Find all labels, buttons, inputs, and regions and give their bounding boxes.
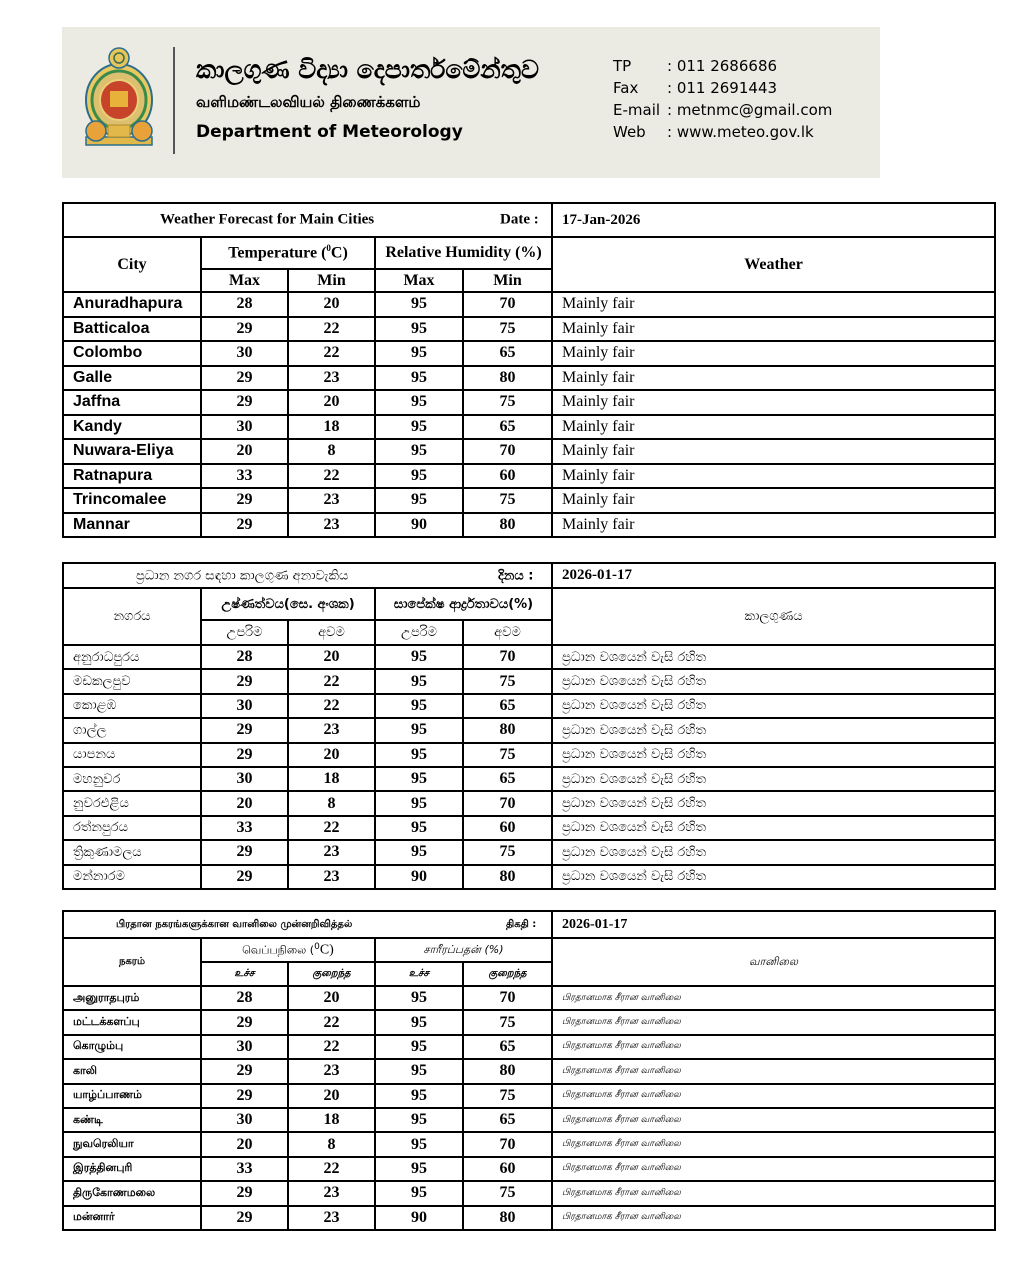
header-divider — [173, 47, 175, 154]
humidity-min-cell: 75 — [463, 390, 552, 415]
temp-min-cell: 22 — [288, 694, 375, 718]
table-title-cell — [63, 563, 552, 588]
weather-cell: பிரதானமாக சீரான வானிலை — [552, 986, 995, 1010]
temperature-unit: C) — [319, 942, 334, 958]
degree-sup: 0 — [314, 941, 320, 952]
table-row — [63, 865, 995, 889]
temp-min-cell: 18 — [288, 1108, 375, 1132]
table-row — [63, 1035, 995, 1059]
sinhala-forecast-table — [62, 562, 996, 890]
humidity-min-cell: 80 — [463, 718, 552, 742]
temp-min-cell: 20 — [288, 743, 375, 767]
contact-email — [613, 99, 832, 121]
temp-min-cell: 23 — [288, 865, 375, 889]
humidity-min-cell: 65 — [463, 415, 552, 440]
org-name-tamil: வளிமண்டலவியல் திணைக்களம் — [196, 93, 421, 111]
contact-fax — [613, 77, 832, 99]
humidity-min-cell: 60 — [463, 464, 552, 489]
humidity-max-cell: 90 — [375, 513, 463, 538]
table-row — [63, 791, 995, 815]
temp-min-cell: 20 — [288, 390, 375, 415]
col-hum-min: குறைந்த — [463, 962, 552, 986]
temp-max-cell: 33 — [201, 464, 288, 489]
contact-label: TP — [613, 57, 632, 75]
temp-min-cell: 23 — [288, 488, 375, 513]
humidity-min-cell: 65 — [463, 694, 552, 718]
humidity-min-cell: 75 — [463, 1181, 552, 1205]
table-title-cell — [63, 911, 552, 938]
weather-cell: ප්‍රධාන වශයෙන් වැසි රහිත — [552, 767, 995, 791]
humidity-max-cell: 95 — [375, 986, 463, 1010]
temp-min-cell: 23 — [288, 840, 375, 864]
temp-max-cell: 29 — [201, 1059, 288, 1083]
weather-cell: ප්‍රධාන වශයෙන් වැසි රහිත — [552, 791, 995, 815]
temp-min-cell: 22 — [288, 317, 375, 342]
date-label: දිනය : — [498, 568, 534, 583]
weather-cell: Mainly fair — [552, 341, 995, 366]
temp-min-cell: 20 — [288, 292, 375, 317]
temperature-unit: C) — [330, 244, 348, 262]
temp-min-cell: 22 — [288, 341, 375, 366]
humidity-min-cell: 65 — [463, 1035, 552, 1059]
humidity-max-cell: 95 — [375, 415, 463, 440]
humidity-min-cell: 80 — [463, 1206, 552, 1230]
city-name-cell: கொழும்பு — [63, 1035, 201, 1059]
humidity-max-cell: 95 — [375, 816, 463, 840]
humidity-max-cell: 95 — [375, 791, 463, 815]
table-row — [63, 1181, 995, 1205]
city-name-cell: Mannar — [63, 513, 201, 538]
header-row — [63, 237, 995, 269]
contact-phone — [613, 55, 832, 77]
temp-min-cell: 23 — [288, 1059, 375, 1083]
city-name-cell: மன்னார் — [63, 1206, 201, 1230]
humidity-min-cell: 75 — [463, 1010, 552, 1034]
humidity-max-cell: 90 — [375, 865, 463, 889]
temp-max-cell: 30 — [201, 694, 288, 718]
contact-block — [613, 55, 832, 143]
col-temperature — [201, 237, 375, 269]
temp-max-cell: 28 — [201, 986, 288, 1010]
city-name-cell: Nuwara-Eliya — [63, 439, 201, 464]
temp-max-cell: 29 — [201, 1206, 288, 1230]
col-hum-min: Min — [463, 269, 552, 292]
table-row — [63, 743, 995, 767]
forecast-date: 17-Jan-2026 — [552, 203, 995, 237]
humidity-max-cell: 95 — [375, 840, 463, 864]
temp-min-cell: 20 — [288, 645, 375, 669]
table-row — [63, 488, 995, 513]
city-name-cell: Anuradhapura — [63, 292, 201, 317]
table-row — [63, 816, 995, 840]
org-name-english: Department of Meteorology — [196, 122, 463, 142]
temp-max-cell: 30 — [201, 341, 288, 366]
humidity-min-cell: 70 — [463, 791, 552, 815]
weather-cell: பிரதானமாக சீரான வானிலை — [552, 1206, 995, 1230]
temp-max-cell: 29 — [201, 1084, 288, 1108]
city-name-cell: නුවරඑළිය — [63, 791, 201, 815]
temp-max-cell: 29 — [201, 317, 288, 342]
weather-cell: Mainly fair — [552, 415, 995, 440]
humidity-min-cell: 75 — [463, 669, 552, 693]
weather-cell: Mainly fair — [552, 439, 995, 464]
contact-value: : 011 2686686 — [667, 57, 778, 75]
humidity-max-cell: 95 — [375, 1132, 463, 1156]
col-hum-max: உச்ச — [375, 962, 463, 986]
city-name-cell: ගාල්ල — [63, 718, 201, 742]
weather-cell: Mainly fair — [552, 390, 995, 415]
table-title: ප්‍රධාන නගර සඳහා කාලගුණ අනාවැකිය — [136, 568, 349, 583]
temp-min-cell: 23 — [288, 513, 375, 538]
temp-max-cell: 28 — [201, 292, 288, 317]
humidity-min-cell: 70 — [463, 1132, 552, 1156]
letterhead — [62, 27, 880, 178]
humidity-min-cell: 75 — [463, 488, 552, 513]
temp-min-cell: 22 — [288, 669, 375, 693]
col-hum-max: Max — [375, 269, 463, 292]
col-temperature — [201, 938, 375, 962]
table-row — [63, 1010, 995, 1034]
contact-value: : 011 2691443 — [667, 79, 778, 97]
table-row — [63, 986, 995, 1010]
table-row — [63, 1206, 995, 1230]
weather-cell: ප්‍රධාන වශයෙන් වැසි රහිත — [552, 865, 995, 889]
weather-cell: பிரதானமாக சீரான வானிலை — [552, 1010, 995, 1034]
humidity-max-cell: 95 — [375, 694, 463, 718]
temp-max-cell: 29 — [201, 718, 288, 742]
temp-max-cell: 33 — [201, 816, 288, 840]
table-row — [63, 341, 995, 366]
humidity-max-cell: 95 — [375, 464, 463, 489]
table-title: Weather Forecast for Main Cities — [160, 211, 375, 228]
temp-max-cell: 29 — [201, 390, 288, 415]
col-temp-min: குறைந்த — [288, 962, 375, 986]
degree-sup: 0 — [326, 243, 331, 254]
humidity-max-cell: 95 — [375, 743, 463, 767]
table-title: பிரதான நகரங்களுக்கான வானிலை முன்னறிவித்தல் — [116, 918, 353, 930]
col-temp-min: Min — [288, 269, 375, 292]
city-name-cell: Batticaloa — [63, 317, 201, 342]
table-row — [63, 390, 995, 415]
city-name-cell: අනුරාධපුරය — [63, 645, 201, 669]
col-temperature-label: Temperature ( — [228, 244, 327, 262]
table-title-row — [63, 563, 995, 588]
table-row — [63, 767, 995, 791]
city-name-cell: Kandy — [63, 415, 201, 440]
contact-value[interactable]: : www.meteo.gov.lk — [667, 123, 814, 141]
city-name-cell: Galle — [63, 366, 201, 391]
table-row — [63, 1108, 995, 1132]
city-name-cell: Colombo — [63, 341, 201, 366]
weather-cell: Mainly fair — [552, 292, 995, 317]
table-row — [63, 1059, 995, 1083]
humidity-min-cell: 70 — [463, 439, 552, 464]
table-row — [63, 292, 995, 317]
humidity-min-cell: 80 — [463, 366, 552, 391]
col-humidity: සාපේක්ෂ ආර්ද්‍රතාවය(%) — [375, 588, 552, 620]
forecast-date: 2026-01-17 — [552, 563, 995, 588]
humidity-max-cell: 95 — [375, 292, 463, 317]
humidity-max-cell: 90 — [375, 1206, 463, 1230]
table-row — [63, 1157, 995, 1181]
weather-cell: Mainly fair — [552, 366, 995, 391]
header-row — [63, 938, 995, 962]
tamil-forecast-table — [62, 910, 996, 1231]
city-name-cell: මහනුවර — [63, 767, 201, 791]
weather-cell: பிரதானமாக சீரான வானிலை — [552, 1059, 995, 1083]
temp-max-cell: 30 — [201, 1035, 288, 1059]
table-row — [63, 1132, 995, 1156]
humidity-max-cell: 95 — [375, 1010, 463, 1034]
col-hum-min: අවම — [463, 620, 552, 645]
temp-max-cell: 20 — [201, 791, 288, 815]
humidity-min-cell: 70 — [463, 292, 552, 317]
humidity-min-cell: 75 — [463, 840, 552, 864]
humidity-min-cell: 70 — [463, 645, 552, 669]
humidity-min-cell: 80 — [463, 1059, 552, 1083]
temp-max-cell: 30 — [201, 415, 288, 440]
temp-max-cell: 33 — [201, 1157, 288, 1181]
temp-min-cell: 22 — [288, 1157, 375, 1181]
temp-min-cell: 22 — [288, 1010, 375, 1034]
temp-max-cell: 20 — [201, 1132, 288, 1156]
org-name-sinhala: කාලගුණ විද්‍යා දෙපාර්තමේන්තුව — [196, 55, 539, 84]
weather-cell: பிரதானமாக சீரான வானிலை — [552, 1084, 995, 1108]
temp-min-cell: 22 — [288, 464, 375, 489]
col-hum-max: උපරිම — [375, 620, 463, 645]
city-name-cell: கண்டி — [63, 1108, 201, 1132]
col-temp-max: Max — [201, 269, 288, 292]
contact-label: E-mail — [613, 101, 661, 119]
col-city: නගරය — [63, 588, 201, 645]
humidity-min-cell: 65 — [463, 1108, 552, 1132]
table-title-row — [63, 203, 995, 237]
col-city: நகரம் — [63, 938, 201, 986]
contact-web — [613, 121, 832, 143]
city-name-cell: நுவரெலியா — [63, 1132, 201, 1156]
temp-min-cell: 20 — [288, 1084, 375, 1108]
weather-cell: பிரதானமாக சீரான வானிலை — [552, 1157, 995, 1181]
humidity-max-cell: 95 — [375, 718, 463, 742]
temp-max-cell: 29 — [201, 488, 288, 513]
table-row — [63, 840, 995, 864]
table-row — [63, 645, 995, 669]
temp-min-cell: 22 — [288, 1035, 375, 1059]
humidity-min-cell: 70 — [463, 986, 552, 1010]
temp-min-cell: 18 — [288, 767, 375, 791]
temp-max-cell: 29 — [201, 1181, 288, 1205]
weather-cell: பிரதானமாக சீரான வானிலை — [552, 1181, 995, 1205]
table-row — [63, 669, 995, 693]
weather-cell: பிரதானமாக சீரான வானிலை — [552, 1108, 995, 1132]
temp-min-cell: 23 — [288, 366, 375, 391]
col-humidity: Relative Humidity (%) — [375, 237, 552, 269]
temp-max-cell: 29 — [201, 865, 288, 889]
col-temp-max: உச்ச — [201, 962, 288, 986]
humidity-min-cell: 75 — [463, 317, 552, 342]
table-row — [63, 366, 995, 391]
humidity-max-cell: 95 — [375, 1157, 463, 1181]
humidity-min-cell: 60 — [463, 816, 552, 840]
humidity-max-cell: 95 — [375, 645, 463, 669]
weather-cell: ප්‍රධාන වශයෙන් වැසි රහිත — [552, 816, 995, 840]
col-temp-min: අවම — [288, 620, 375, 645]
temp-min-cell: 20 — [288, 986, 375, 1010]
table-row — [63, 718, 995, 742]
temp-min-cell: 23 — [288, 718, 375, 742]
table-row — [63, 439, 995, 464]
city-name-cell: காலி — [63, 1059, 201, 1083]
city-name-cell: මන්නාරම — [63, 865, 201, 889]
temp-max-cell: 29 — [201, 669, 288, 693]
humidity-min-cell: 65 — [463, 341, 552, 366]
col-weather: வானிலை — [552, 938, 995, 986]
weather-cell: ප්‍රධාන වශයෙන් වැසි රහිත — [552, 840, 995, 864]
city-name-cell: කොළඹ — [63, 694, 201, 718]
humidity-min-cell: 80 — [463, 513, 552, 538]
weather-cell: ප්‍රධාන වශයෙන් වැසි රහිත — [552, 743, 995, 767]
city-name-cell: இரத்தினபுரி — [63, 1157, 201, 1181]
table-title-cell — [63, 203, 552, 237]
temp-max-cell: 28 — [201, 645, 288, 669]
weather-cell: பிரதானமாக சீரான வானிலை — [552, 1132, 995, 1156]
temp-min-cell: 18 — [288, 415, 375, 440]
col-temperature-label: வெப்பநிலை ( — [242, 943, 315, 957]
city-name-cell: மட்டக்களப்பு — [63, 1010, 201, 1034]
table-row — [63, 317, 995, 342]
weather-cell: ප්‍රධාන වශයෙන් වැසි රහිත — [552, 669, 995, 693]
table-row — [63, 694, 995, 718]
weather-cell: Mainly fair — [552, 464, 995, 489]
humidity-max-cell: 95 — [375, 1181, 463, 1205]
table-row — [63, 513, 995, 538]
temp-max-cell: 20 — [201, 439, 288, 464]
humidity-min-cell: 60 — [463, 1157, 552, 1181]
humidity-max-cell: 95 — [375, 1108, 463, 1132]
humidity-max-cell: 95 — [375, 1059, 463, 1083]
col-weather: කාලගුණය — [552, 588, 995, 645]
temp-min-cell: 22 — [288, 816, 375, 840]
city-name-cell: රත්නපුරය — [63, 816, 201, 840]
date-label: திகதி : — [506, 918, 537, 930]
table-title-row — [63, 911, 995, 938]
city-name-cell: යාපනය — [63, 743, 201, 767]
humidity-max-cell: 95 — [375, 366, 463, 391]
humidity-max-cell: 95 — [375, 488, 463, 513]
contact-label: Fax — [613, 79, 639, 97]
city-name-cell: யாழ்ப்பாணம் — [63, 1084, 201, 1108]
temp-max-cell: 29 — [201, 366, 288, 391]
humidity-min-cell: 65 — [463, 767, 552, 791]
date-label: Date : — [500, 211, 539, 228]
humidity-min-cell: 75 — [463, 1084, 552, 1108]
city-name-cell: Ratnapura — [63, 464, 201, 489]
city-name-cell: திருகோணமலை — [63, 1181, 201, 1205]
humidity-max-cell: 95 — [375, 317, 463, 342]
humidity-max-cell: 95 — [375, 341, 463, 366]
humidity-min-cell: 75 — [463, 743, 552, 767]
weather-cell: பிரதானமாக சீரான வானிலை — [552, 1035, 995, 1059]
temp-min-cell: 8 — [288, 1132, 375, 1156]
col-temperature: උෂ්ණත්වය(සෙ. අංශක) — [201, 588, 375, 620]
table-row — [63, 464, 995, 489]
col-city: City — [63, 237, 201, 292]
humidity-max-cell: 95 — [375, 439, 463, 464]
temp-min-cell: 8 — [288, 439, 375, 464]
col-temp-max: උපරිම — [201, 620, 288, 645]
weather-cell: Mainly fair — [552, 488, 995, 513]
contact-value[interactable]: : metnmc@gmail.com — [667, 101, 833, 119]
col-humidity: சாரீரப்பதன் (%) — [375, 938, 552, 962]
city-name-cell: ත්‍රිකුණාමලය — [63, 840, 201, 864]
temp-min-cell: 23 — [288, 1181, 375, 1205]
table-row — [63, 1084, 995, 1108]
temp-max-cell: 30 — [201, 767, 288, 791]
temp-max-cell: 29 — [201, 840, 288, 864]
city-name-cell: මඩකලපුව — [63, 669, 201, 693]
city-name-cell: Trincomalee — [63, 488, 201, 513]
header-row — [63, 588, 995, 620]
humidity-max-cell: 95 — [375, 1035, 463, 1059]
forecast-date: 2026-01-17 — [552, 911, 995, 938]
temp-min-cell: 8 — [288, 791, 375, 815]
temp-max-cell: 29 — [201, 1010, 288, 1034]
temp-max-cell: 29 — [201, 743, 288, 767]
humidity-max-cell: 95 — [375, 669, 463, 693]
temp-max-cell: 29 — [201, 513, 288, 538]
col-weather: Weather — [552, 237, 995, 292]
humidity-max-cell: 95 — [375, 390, 463, 415]
weather-cell: ප්‍රධාන වශයෙන් වැසි රහිත — [552, 718, 995, 742]
city-name-cell: அனுராதபுரம் — [63, 986, 201, 1010]
weather-cell: Mainly fair — [552, 317, 995, 342]
humidity-max-cell: 95 — [375, 767, 463, 791]
temp-max-cell: 30 — [201, 1108, 288, 1132]
city-name-cell: Jaffna — [63, 390, 201, 415]
humidity-min-cell: 80 — [463, 865, 552, 889]
sri-lanka-emblem-icon — [82, 45, 156, 151]
temp-min-cell: 23 — [288, 1206, 375, 1230]
weather-cell: Mainly fair — [552, 513, 995, 538]
english-forecast-table — [62, 202, 996, 538]
contact-label: Web — [613, 123, 646, 141]
table-row — [63, 415, 995, 440]
weather-cell: ප්‍රධාන වශයෙන් වැසි රහිත — [552, 694, 995, 718]
weather-cell: ප්‍රධාන වශයෙන් වැසි රහිත — [552, 645, 995, 669]
humidity-max-cell: 95 — [375, 1084, 463, 1108]
